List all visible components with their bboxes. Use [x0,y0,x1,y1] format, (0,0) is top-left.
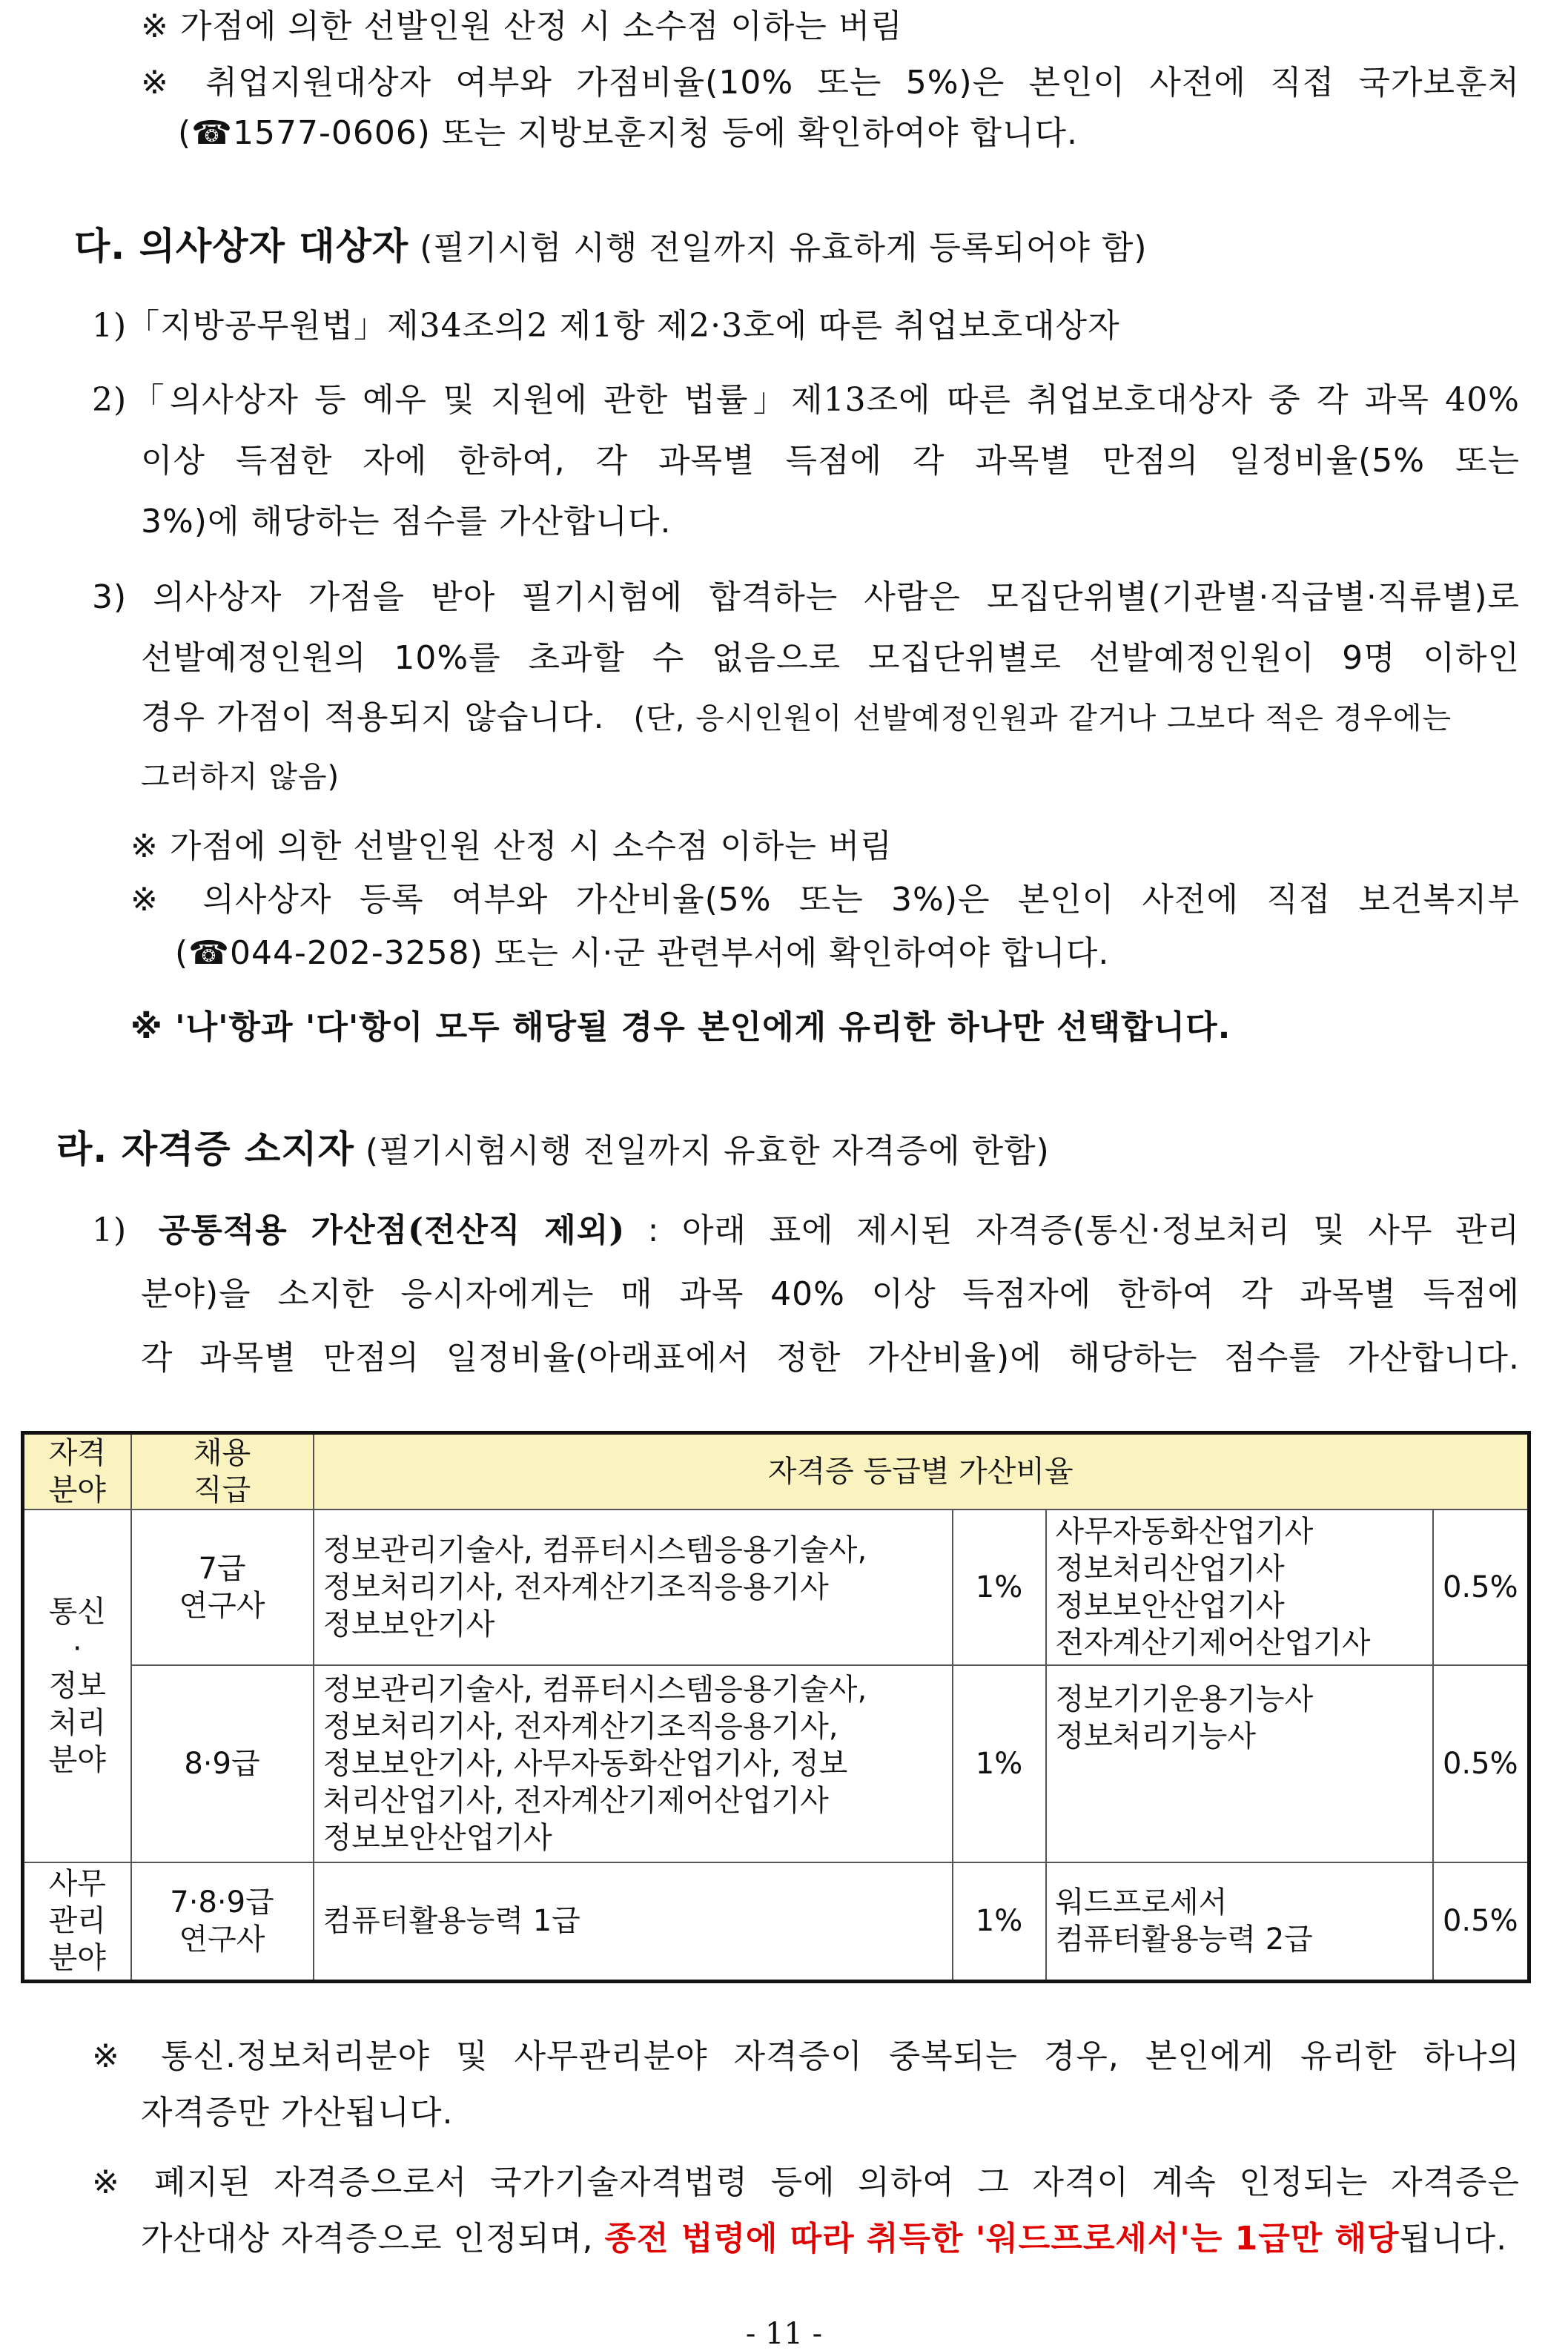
cell-grade [131,1665,314,1862]
header-rate: 자격증 등급별 가산비율 [314,1433,1529,1510]
section-da-item3-line4: 그러하지 않음) [141,760,340,794]
header-grade [131,1433,314,1510]
section-ra-item1-line1 [92,1208,1520,1253]
cert-line: 정보처리기능사 [1055,1719,1256,1753]
cert-line: 사무자동화산업기사 [1055,1515,1314,1549]
field-line: 정보 [48,1669,106,1703]
table-row [23,1510,1529,1665]
cell-certs-secondary [1046,1510,1433,1665]
cert-line: 컴퓨터활용능력 1급 [322,1904,580,1939]
cell-certs-primary [314,1510,953,1665]
top-note-veterans-line2: (☎1577-0606) 또는 지방보훈지청 등에 확인하여야 합니다. [178,114,1078,152]
section-da-item2-line1: 2)「의사상자 등 예우 및 지원에 관한 법률」제13조에 따른 취업보호대상자 중 각 과목 40% [92,381,1520,419]
cert-line: 전자계산기제어산업기사 [1055,1626,1371,1660]
cert-line: 처리산업기사, 전자계산기제어산업기사 [322,1784,829,1818]
section-da-note-ratio-line1: ※ 의사상자 등록 여부와 가산비율(5% 또는 3%)은 본인이 사전에 직접 보건복지부 [130,881,1521,919]
section-da-title [74,224,1148,271]
top-note-rounding: ※ 가점에 의한 선발인원 산정 시 소수점 이하는 버림 [141,7,903,45]
cell-field-office [23,1862,131,1981]
cell-grade [131,1510,314,1665]
cert-line: 정보처리기사, 전자계산기조직응용기사, [322,1710,838,1744]
field-line: 관리 [48,1904,106,1939]
bottom-note-duplicate-line2: 자격증만 가산됩니다. [141,2094,454,2132]
table-header-row [23,1433,1529,1510]
section-ra-title [56,1127,1050,1174]
section-da-note-ratio-line2: (☎044-202-3258) 또는 시·군 관련부서에 확인하여야 합니다. [175,934,1110,972]
field-line: 분야 [48,1941,106,1976]
section-da-item3-line1: 3) 의사상자 가점을 받아 필기시험에 합격하는 사람은 모집단위별(기관별·직급별·직류별)로 [92,578,1520,616]
section-da-item3-line3-main: 경우 가점이 적용되지 않습니다. [141,698,605,736]
cert-line: 정보보안산업기사 [322,1821,552,1855]
cert-line: 정보관리기술사, 컴퓨터시스템응용기술사, [322,1673,867,1707]
section-ra-heading: 라. 자격증 소지자 [56,1128,354,1171]
bottom-note-wordprocessor-emphasis: 종전 법령에 따라 취득한 '워드프로세서'는 1급만 해당 [604,2220,1400,2258]
section-da-item3-line2: 선발예정인원의 10%를 초과할 수 없음으로 모집단위별로 선발예정인원이 9명 이하인 [141,639,1520,677]
header-field-line: 분야 [48,1473,106,1507]
section-da-item3-line3-paren: (단, 응시인원이 선발예정인원과 같거나 그보다 적은 경우에는 [633,701,1452,735]
cell-rate-primary: 1% [953,1665,1046,1862]
cell-field-telecom [23,1510,131,1862]
page-number: - 11 - [745,2317,823,2351]
header-grade-line: 직급 [193,1473,251,1507]
cert-line: 정보관리기술사, 컴퓨터시스템응용기술사, [322,1533,867,1567]
bottom-note-abolished-text: 가산대상 자격증으로 인정되며, [141,2220,594,2258]
field-line: 통신 [48,1595,106,1629]
top-note-veterans-line1: ※ 취업지원대상자 여부와 가점비율(10% 또는 5%)은 본인이 사전에 직접 국가보훈처 [141,64,1520,102]
section-ra-heading-sub: (필기시험시행 전일까지 유효한 자격증에 한함) [365,1132,1050,1170]
header-field [23,1433,131,1510]
cell-grade [131,1862,314,1981]
cert-line: 정보처리기사, 전자계산기조직응용기사 [322,1570,829,1604]
cell-certs-primary [314,1665,953,1862]
section-da-item2-line3: 3%)에 해당하는 점수를 가산합니다. [141,503,672,540]
field-line: 처리 [48,1706,106,1740]
header-grade-line: 채용 [193,1436,251,1470]
bottom-note-abolished-line1: ※ 폐지된 자격증으로서 국가기술자격법령 등에 의하여 그 자격이 계속 인정되는 자격증은 [92,2163,1520,2201]
section-da-note-rounding: ※ 가점에 의한 선발인원 산정 시 소수점 이하는 버림 [130,827,893,865]
cell-rate-secondary: 0.5% [1433,1510,1529,1665]
grade-line: 8·9급 [184,1747,260,1781]
grade-line: 연구사 [179,1589,265,1623]
cert-line: 컴퓨터활용능력 2급 [1055,1922,1313,1957]
cert-line: 정보처리산업기사 [1055,1552,1285,1586]
bottom-note-abolished-end: 됩니다. [1399,2220,1508,2258]
cell-certs-secondary [1046,1665,1433,1862]
section-da-note-choose-one: ※ '나'항과 '다'항이 모두 해당될 경우 본인에게 유리한 하나만 선택합니다. [130,1008,1231,1046]
header-field-line: 자격 [48,1436,106,1470]
cert-line: 정보보안기사, 사무자동화산업기사, 정보 [322,1747,848,1781]
grade-line: 7·8·9급 [170,1885,274,1920]
section-ra-item1-line3: 각 과목별 만점의 일정비율(아래표에서 정한 가산비율)에 해당하는 점수를 가산합니다. [141,1339,1520,1377]
grade-line: 7급 [198,1552,246,1586]
cell-rate-primary: 1% [953,1510,1046,1665]
table-row [23,1665,1529,1862]
cell-certs-primary [314,1862,953,1981]
section-da-item2-line2: 이상 득점한 자에 한하여, 각 과목별 득점에 각 과목별 만점의 일정비율(5% 또는 [141,442,1520,480]
cert-line: 정보보안기사 [322,1607,495,1641]
certificate-bonus-table [21,1431,1531,1983]
section-da-item1: 1)「지방공무원법」제34조의2 제1항 제2·3호에 따른 취업보호대상자 [92,307,1120,345]
section-ra-item1-rest: : 아래 표에 제시된 자격증(통신·정보처리 및 사무 관리 [625,1211,1520,1249]
field-line: 사무 [48,1867,106,1902]
cell-rate-secondary: 0.5% [1433,1862,1529,1981]
section-da-heading-sub: (필기시험 시행 전일까지 유효하게 등록되어야 함) [420,229,1148,267]
cert-line: 워드프로세서 [1055,1885,1228,1920]
table-row [23,1862,1529,1981]
cert-line: 정보보안산업기사 [1055,1589,1285,1623]
bottom-note-abolished-line2 [141,2217,1507,2261]
section-ra-item1-line2: 분야)을 소지한 응시자에게는 매 과목 40% 이상 득점자에 한하여 각 과목별 득점에 [141,1275,1520,1313]
bottom-note-duplicate-line1: ※ 통신.정보처리분야 및 사무관리분야 자격증이 중복되는 경우, 본인에게 유리한 하나의 [92,2037,1520,2075]
grade-line: 연구사 [179,1922,265,1957]
section-da-heading: 다. 의사상자 대상자 [74,225,409,268]
section-ra-item1-number: 1) [92,1211,128,1249]
cell-certs-secondary [1046,1862,1433,1981]
cell-rate-secondary: 0.5% [1433,1665,1529,1862]
cell-rate-primary: 1% [953,1862,1046,1981]
cert-line: 정보기기운용기능사 [1055,1682,1314,1716]
field-line: · [72,1632,82,1666]
field-line: 분야 [48,1743,106,1777]
section-ra-item1-bold: 공통적용 가산점(전산직 제외) [158,1211,626,1249]
section-da-item3-line3 [141,695,1452,741]
